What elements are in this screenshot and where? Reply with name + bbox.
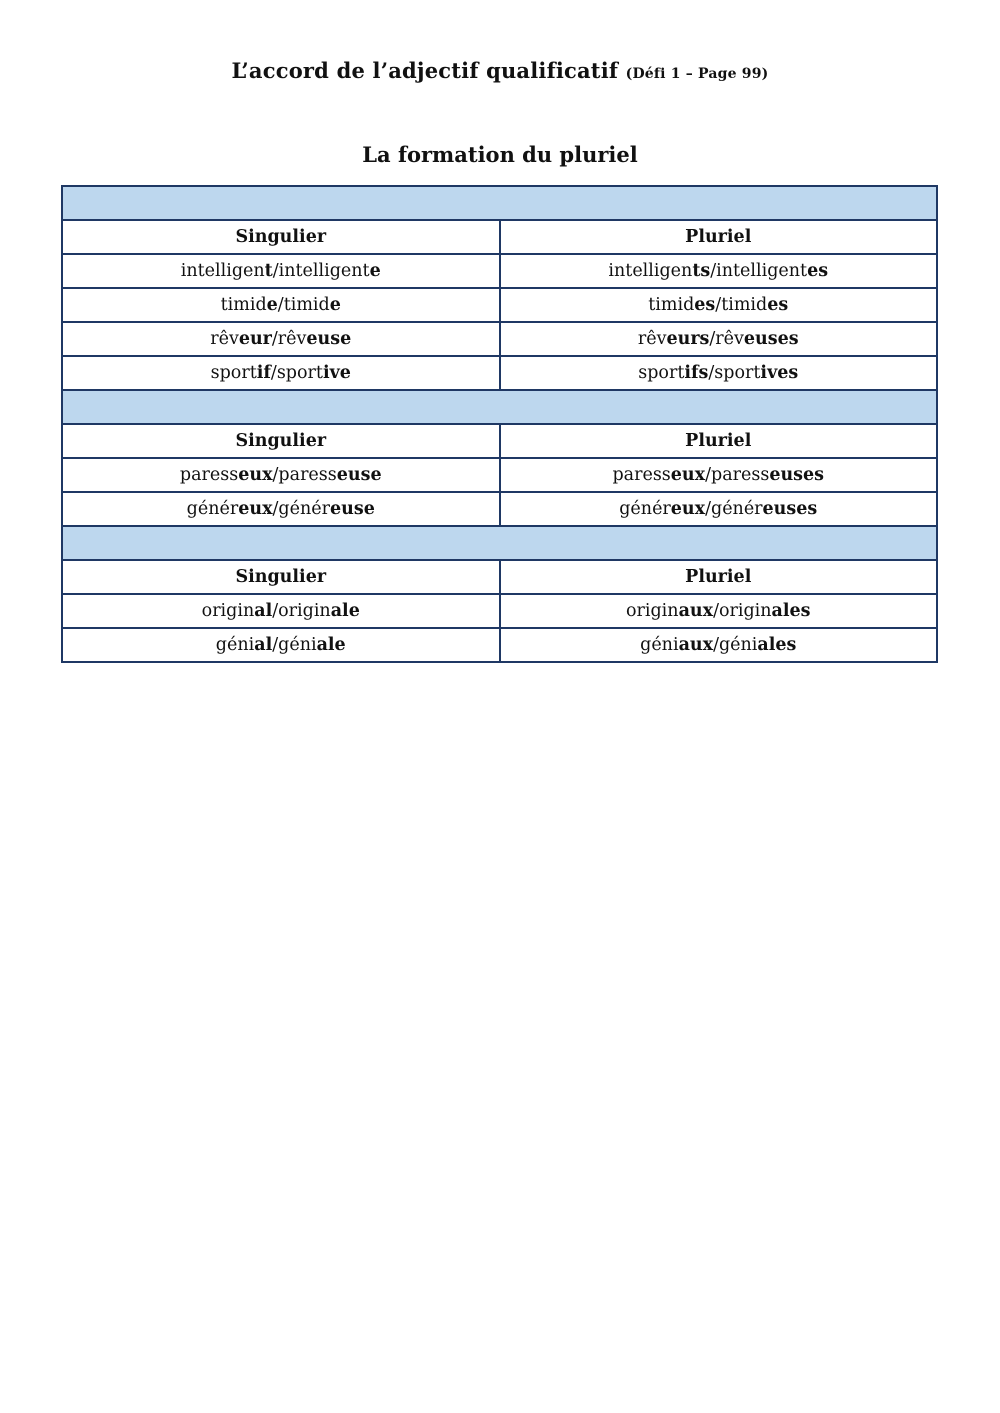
header-row xyxy=(62,220,937,254)
column-header-singular: Singulier xyxy=(62,220,500,254)
stem-segment: sport xyxy=(210,363,257,383)
column-header-singular: Singulier xyxy=(62,424,500,458)
singular-cell xyxy=(62,288,500,322)
stem-segment: /géni xyxy=(713,635,758,655)
ending-segment: euse xyxy=(306,329,352,349)
ending-segment: al xyxy=(254,635,273,655)
table-row xyxy=(62,458,937,492)
plural-cell xyxy=(500,594,938,628)
ending-segment: ale xyxy=(316,635,346,655)
ending-segment: euses xyxy=(762,499,818,519)
stem-segment: /timid xyxy=(715,295,768,315)
ending-segment: euses xyxy=(769,465,825,485)
table-row xyxy=(62,492,937,526)
section-title: La formation du pluriel xyxy=(362,142,638,167)
ending-segment: es xyxy=(694,295,716,315)
stem-segment: intelligen xyxy=(608,261,693,281)
section-band xyxy=(62,526,937,560)
ending-segment: e xyxy=(266,295,278,315)
table-row xyxy=(62,322,937,356)
plural-formation-table xyxy=(61,185,938,663)
section-band-cell xyxy=(62,186,937,220)
title-main: L’accord de l’adjectif qualificatif xyxy=(231,58,619,83)
ending-segment: eux xyxy=(670,499,706,519)
stem-segment: /génér xyxy=(705,499,763,519)
ending-segment: es xyxy=(807,261,829,281)
stem-segment: /rêv xyxy=(271,329,307,349)
stem-segment: géni xyxy=(215,635,255,655)
plural-cell xyxy=(500,492,938,526)
singular-cell xyxy=(62,594,500,628)
ending-segment: euse xyxy=(336,465,382,485)
ending-segment: euse xyxy=(329,499,375,519)
stem-segment: /paress xyxy=(272,465,337,485)
stem-segment: /rêv xyxy=(709,329,744,349)
stem-segment: timid xyxy=(220,295,267,315)
singular-cell xyxy=(62,492,500,526)
table-body xyxy=(62,186,937,662)
stem-segment: /géni xyxy=(272,635,317,655)
page-title xyxy=(0,58,1000,83)
stem-segment: /timid xyxy=(277,295,330,315)
ending-segment: ts xyxy=(692,261,711,281)
header-row xyxy=(62,424,937,458)
table-row xyxy=(62,594,937,628)
table-row xyxy=(62,254,937,288)
plural-cell xyxy=(500,628,938,662)
ending-segment: t xyxy=(264,261,273,281)
column-header-singular: Singulier xyxy=(62,560,500,594)
stem-segment: génér xyxy=(619,499,671,519)
plural-cell xyxy=(500,254,938,288)
ending-segment: ive xyxy=(322,363,351,383)
stem-segment: /sport xyxy=(708,363,761,383)
section-band-cell xyxy=(62,390,937,424)
stem-segment: timid xyxy=(648,295,695,315)
table-row xyxy=(62,356,937,390)
ending-segment: eux xyxy=(670,465,706,485)
ending-segment: eurs xyxy=(666,329,710,349)
header-row xyxy=(62,560,937,594)
section-band xyxy=(62,390,937,424)
plural-cell xyxy=(500,356,938,390)
ending-segment: aux xyxy=(678,601,714,621)
stem-segment: /origin xyxy=(272,601,331,621)
section-band-cell xyxy=(62,526,937,560)
ending-segment: e xyxy=(369,261,381,281)
stem-segment: paress xyxy=(612,465,671,485)
stem-segment: rêv xyxy=(637,329,667,349)
singular-cell xyxy=(62,628,500,662)
table-row xyxy=(62,628,937,662)
title-reference: (Défi 1 – Page 99) xyxy=(625,66,769,82)
stem-segment: /intelligent xyxy=(272,261,370,281)
singular-cell xyxy=(62,254,500,288)
table-row xyxy=(62,288,937,322)
stem-segment: origin xyxy=(201,601,255,621)
ending-segment: ifs xyxy=(684,363,709,383)
ending-segment: e xyxy=(329,295,341,315)
singular-cell xyxy=(62,356,500,390)
ending-segment: if xyxy=(256,363,271,383)
singular-cell xyxy=(62,322,500,356)
stem-segment: /paress xyxy=(705,465,770,485)
ending-segment: ives xyxy=(760,363,799,383)
stem-segment: /origin xyxy=(713,601,772,621)
stem-segment: origin xyxy=(625,601,679,621)
stem-segment: sport xyxy=(638,363,685,383)
column-header-plural: Pluriel xyxy=(500,560,938,594)
ending-segment: eur xyxy=(238,329,272,349)
ending-segment: eux xyxy=(238,499,273,519)
singular-cell xyxy=(62,458,500,492)
stem-segment: rêv xyxy=(210,329,239,349)
ending-segment: ales xyxy=(757,635,797,655)
ending-segment: ale xyxy=(330,601,360,621)
stem-segment: /génér xyxy=(272,499,330,519)
plural-cell xyxy=(500,288,938,322)
stem-segment: intelligen xyxy=(180,261,265,281)
stem-segment: génér xyxy=(186,499,239,519)
plural-cell xyxy=(500,458,938,492)
ending-segment: ales xyxy=(771,601,811,621)
ending-segment: es xyxy=(767,295,789,315)
ending-segment: euses xyxy=(743,329,799,349)
ending-segment: aux xyxy=(678,635,714,655)
stem-segment: /sport xyxy=(270,363,323,383)
column-header-plural: Pluriel xyxy=(500,220,938,254)
plural-cell xyxy=(500,322,938,356)
ending-segment: al xyxy=(254,601,273,621)
stem-segment: géni xyxy=(640,635,679,655)
section-band xyxy=(62,186,937,220)
column-header-plural: Pluriel xyxy=(500,424,938,458)
stem-segment: /intelligent xyxy=(710,261,808,281)
ending-segment: eux xyxy=(238,465,273,485)
stem-segment: paress xyxy=(179,465,239,485)
